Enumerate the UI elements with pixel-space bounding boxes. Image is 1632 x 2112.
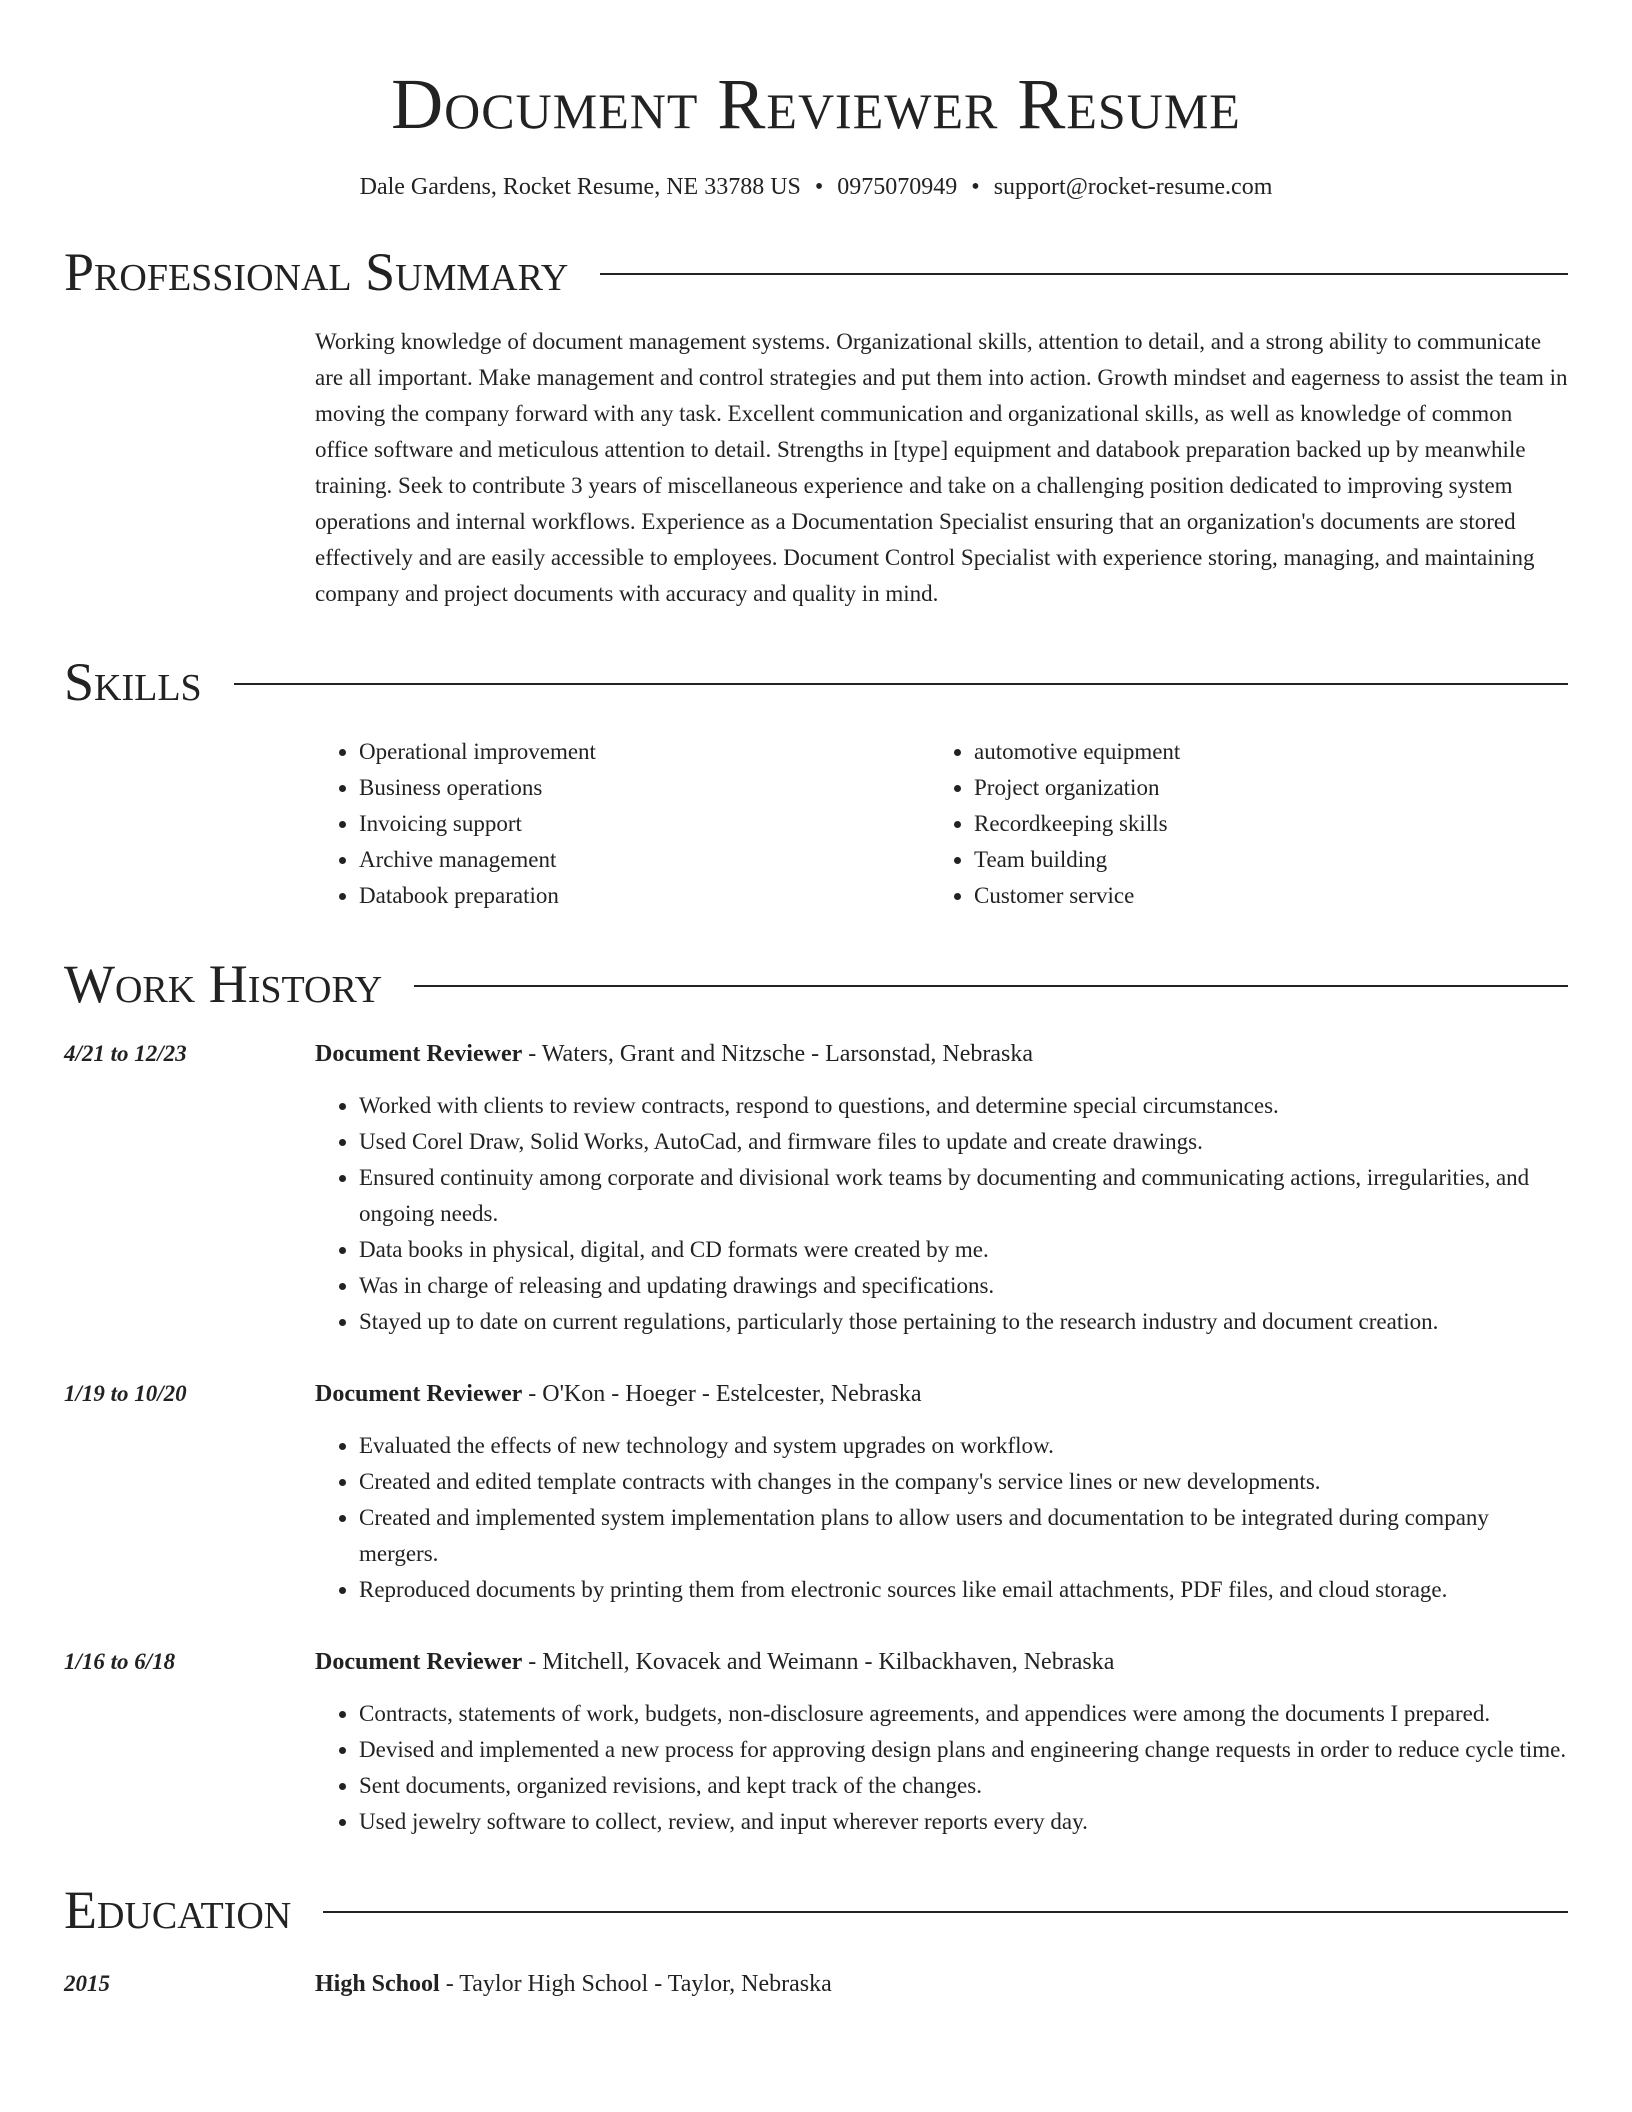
skill-item: • Recordkeeping skills — [974, 806, 1545, 842]
skills-section-header — [64, 650, 1568, 714]
skill-item: • automotive equipment — [974, 734, 1545, 770]
job-role: Document Reviewer — [315, 1649, 523, 1675]
skills-column-right — [930, 734, 1545, 914]
work-heading: Work History — [64, 954, 383, 1014]
skill-item: • Project organization — [974, 770, 1545, 806]
section-divider — [600, 273, 1568, 275]
contact-address: Dale Gardens, Rocket Resume, NE 33788 US — [359, 174, 801, 200]
summary-heading: Professional Summary — [64, 242, 569, 302]
job-bullet: • Used Corel Draw, Solid Works, AutoCad, and firmware files to update and create drawings. — [359, 1124, 1568, 1160]
skills-list — [315, 734, 1568, 914]
contact-line — [64, 172, 1568, 202]
work-section-header — [64, 952, 1568, 1016]
contact-separator: • — [814, 174, 824, 200]
job-title-line — [315, 1036, 1568, 1072]
job-bullet: • Data books in physical, digital, and CD formats were created by me. — [359, 1232, 1568, 1268]
job-bullet: • Used jewelry software to collect, review, and input wherever reports every day. — [359, 1804, 1568, 1840]
education-year: 2015 — [64, 1971, 110, 1996]
section-divider — [414, 985, 1568, 987]
resume-title: Document Reviewer Resume — [391, 64, 1241, 144]
job-bullet: • Was in charge of releasing and updating drawings and specifications. — [359, 1268, 1568, 1304]
summary-section-header — [64, 240, 1568, 304]
skill-item: • Invoicing support — [359, 806, 930, 842]
skills-heading: Skills — [64, 652, 202, 712]
job-employer: - Mitchell, Kovacek and Weimann - Kilbackhaven, Nebraska — [522, 1649, 1115, 1675]
job-title-line — [315, 1376, 1568, 1412]
job-bullet: • Created and implemented system implementation plans to allow users and documentation to be integrated during company mergers. — [359, 1500, 1568, 1572]
education-body — [315, 1966, 1568, 2002]
job-employer: - Waters, Grant and Nitzsche - Larsonstad, Nebraska — [522, 1041, 1034, 1067]
skill-item: • Business operations — [359, 770, 930, 806]
job-bullets — [315, 1696, 1568, 1840]
contact-phone: 0975070949 — [837, 174, 958, 200]
job-role: Document Reviewer — [315, 1041, 523, 1067]
job-employer: - O'Kon - Hoeger - Estelcester, Nebraska — [522, 1381, 922, 1407]
education-heading: Education — [64, 1880, 292, 1940]
job-role: Document Reviewer — [315, 1381, 523, 1407]
contact-separator: • — [971, 174, 980, 200]
skill-item: • Databook preparation — [359, 878, 930, 914]
education-section-header — [64, 1878, 1568, 1942]
education-degree: High School — [315, 1971, 440, 1997]
job-bullet: • Stayed up to date on current regulations, particularly those pertaining to the research industry and document creation. — [359, 1304, 1568, 1340]
job-entry — [64, 1376, 1568, 1608]
skill-item: • Customer service — [974, 878, 1545, 914]
job-bullet: • Contracts, statements of work, budgets, non-disclosure agreements, and appendices were among the documents I prepared. — [359, 1696, 1568, 1732]
job-entry — [64, 1644, 1568, 1840]
skill-item: • Operational improvement — [359, 734, 930, 770]
job-bullet: • Ensured continuity among corporate and divisional work teams by documenting and communicating actions, irregularities, and ongoing needs. — [359, 1160, 1568, 1232]
education-school: - Taylor High School - Taylor, Nebraska — [439, 1971, 832, 1997]
section-divider — [323, 1911, 1568, 1913]
job-dates: 1/19 to 10/20 — [64, 1381, 187, 1406]
education-entry — [64, 1966, 1568, 2002]
job-body — [315, 1644, 1568, 1840]
skills-column-left — [315, 734, 930, 914]
job-bullets — [315, 1428, 1568, 1608]
job-bullet: • Evaluated the effects of new technology and system upgrades on workflow. — [359, 1428, 1568, 1464]
contact-email: support@rocket-resume.com — [993, 174, 1273, 200]
section-divider — [234, 683, 1568, 685]
job-bullet: • Created and edited template contracts with changes in the company's service lines or new developments. — [359, 1464, 1568, 1500]
job-bullet: • Reproduced documents by printing them from electronic sources like email attachments, PDF files, and cloud storage. — [359, 1572, 1568, 1608]
job-body — [315, 1036, 1568, 1340]
job-bullets — [315, 1088, 1568, 1340]
education-title-line — [315, 1966, 1568, 2002]
skill-item: • Team building — [974, 842, 1545, 878]
job-dates: 4/21 to 12/23 — [64, 1041, 187, 1066]
job-body — [315, 1376, 1568, 1608]
job-title-line — [315, 1644, 1568, 1680]
job-dates: 1/16 to 6/18 — [64, 1649, 176, 1674]
job-bullet: • Sent documents, organized revisions, and kept track of the changes. — [359, 1768, 1568, 1804]
summary-text: Working knowledge of document management systems. Organizational skills, attention to detail, and a strong ability to communicate are all important. Make management and control strategies and put them into action. Growth mindset and eagerness to assist the team in moving the company forward with any task. Excellent communication and organizational skills, as well as knowledge of common office software and meticulous attention to detail. Strengths in [type] equipment and databook preparation backed up by meanwhile training. Seek to contribute 3 years of miscellaneous experience and take on a challenging position dedicated to improving system operations and internal workflows. Experience as a Documentation Specialist ensuring that an organization's documents are stored effectively and are easily accessible to employees. Document Control Specialist with experience storing, managing, and maintaining company and project documents with accuracy and quality in mind. — [315, 329, 1568, 606]
job-entry — [64, 1036, 1568, 1340]
skill-item: • Archive management — [359, 842, 930, 878]
job-bullet: • Devised and implemented a new process for approving design plans and engineering change requests in order to reduce cycle time. — [359, 1732, 1568, 1768]
job-bullet: • Worked with clients to review contracts, respond to questions, and determine special circumstances. — [359, 1088, 1568, 1124]
